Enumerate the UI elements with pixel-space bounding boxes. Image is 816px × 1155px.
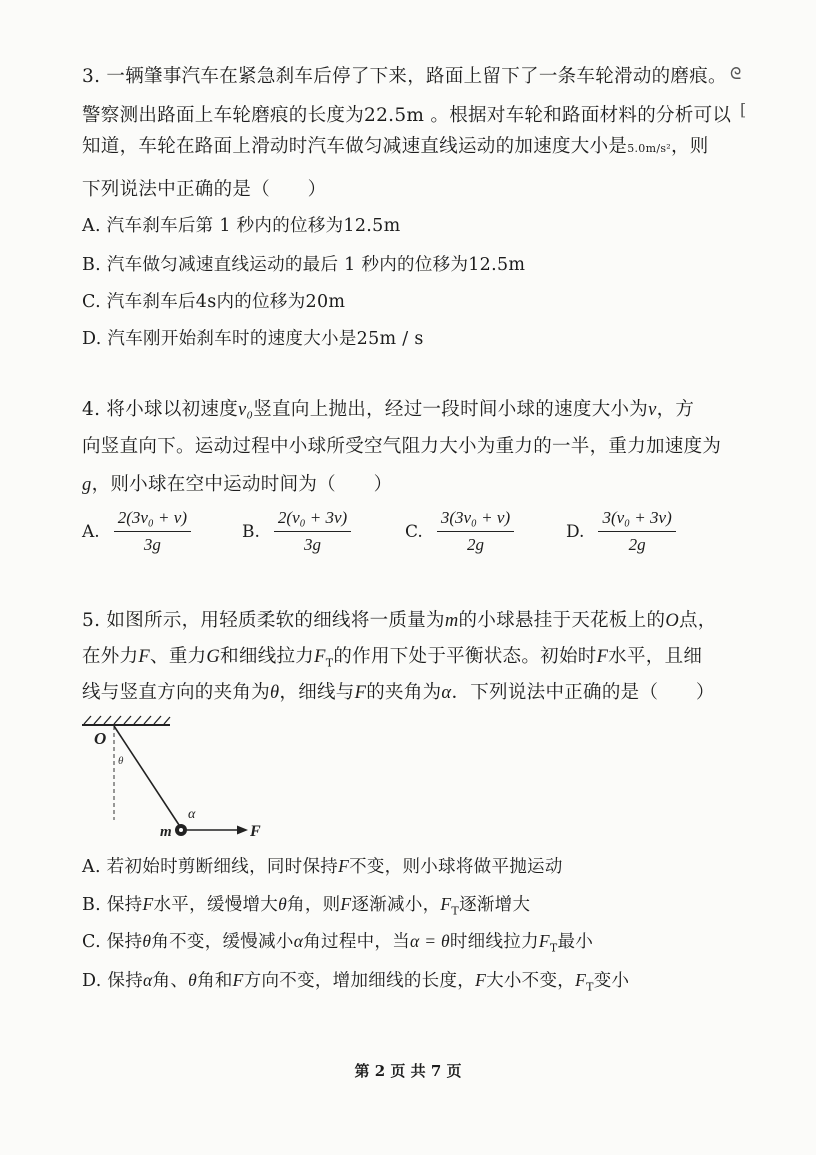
q5-var-f: F bbox=[142, 894, 154, 914]
denominator: 2g bbox=[628, 535, 646, 554]
q4-option-b bbox=[242, 508, 351, 555]
q5-var-ft: F bbox=[538, 931, 550, 951]
ball-center bbox=[179, 828, 183, 832]
q4-text: ，则小球在空中运动时间为（ ） bbox=[91, 474, 393, 495]
q5-text: 线与竖直方向的夹角为 bbox=[82, 682, 271, 703]
label-o: O bbox=[94, 729, 107, 748]
q5-option-b bbox=[82, 891, 530, 918]
margin-mark-1: ᘓ bbox=[730, 64, 742, 83]
q5-text: 方向不变，增加细线的长度， bbox=[243, 971, 476, 991]
numerator: 3(3v₀ + v) bbox=[437, 508, 514, 532]
q5-text: 最小 bbox=[557, 932, 594, 952]
q3-acceleration: 5.0m/s² bbox=[627, 142, 671, 155]
q5-text: 不变，则小球将做平抛运动 bbox=[349, 857, 563, 877]
q5-text: 的夹角为 bbox=[366, 682, 442, 703]
q5-var-f: F bbox=[338, 856, 350, 876]
q5-text: 的作用下处于平衡状态。初始时 bbox=[333, 646, 597, 667]
margin-mark-2: [ bbox=[740, 100, 747, 119]
q5-text: 逐渐增大 bbox=[459, 895, 531, 915]
q4-option-a bbox=[82, 508, 191, 555]
q5-subscript-t: T bbox=[586, 980, 594, 994]
q4-option-d bbox=[566, 508, 676, 555]
q3-option-c: C. 汽车刹车后4s内的位移为20m bbox=[82, 292, 346, 312]
numerator: 3(v₀ + 3v) bbox=[598, 508, 675, 532]
q5-var-ft: F bbox=[440, 894, 452, 914]
q5-option-c bbox=[82, 928, 593, 955]
q5-text: 5. 如图所示，用轻质柔软的细线将一质量为 bbox=[82, 610, 445, 631]
q5-var-o: O bbox=[665, 611, 679, 631]
q5-var-alpha: α bbox=[441, 683, 452, 703]
q5-text: 角不变，缓慢减小 bbox=[151, 932, 294, 952]
q4-option-a-label: A. bbox=[82, 521, 100, 542]
q4-var-v: v bbox=[648, 400, 657, 420]
q5-option-a bbox=[82, 853, 563, 878]
q3-line-3-end: ，则 bbox=[671, 136, 709, 157]
q5-line-3 bbox=[82, 678, 715, 704]
q4-line-2: 向竖直向下。运动过程中小球所受空气阻力大小为重力的一半，重力加速度为 bbox=[82, 436, 722, 457]
q5-subscript-t: T bbox=[325, 656, 334, 670]
q5-var-g: G bbox=[206, 647, 221, 667]
q5-subscript-t: T bbox=[451, 904, 460, 918]
q3-option-a: A. 汽车刹车后第 1 秒内的位移为12.5m bbox=[82, 216, 401, 236]
q4-option-d-fraction bbox=[598, 508, 675, 555]
q5-text: 水平，且细 bbox=[608, 646, 703, 667]
q5-line-2 bbox=[82, 642, 702, 670]
q4-option-a-fraction bbox=[114, 508, 191, 555]
q5-text: 在外力 bbox=[82, 646, 139, 667]
q4-option-c-label: C. bbox=[405, 521, 423, 542]
q5-var-theta: θ bbox=[188, 970, 198, 990]
q4-var-v0: v₀ bbox=[238, 400, 254, 420]
ceiling-hatching bbox=[84, 716, 170, 724]
label-theta: θ bbox=[118, 755, 124, 767]
q5-var-f: F bbox=[354, 683, 367, 703]
q5-var-f: F bbox=[340, 894, 352, 914]
q3-line-3 bbox=[82, 132, 709, 158]
q3-line-1: 3. 一辆肇事汽车在紧急刹车后停了下来，路面上留下了一条车轮滑动的磨痕。 bbox=[82, 66, 727, 87]
denominator: 3g bbox=[304, 535, 322, 554]
q3-option-b: B. 汽车做匀减速直线运动的最后 1 秒内的位移为12.5m bbox=[82, 255, 526, 275]
q4-option-b-label: B. bbox=[242, 521, 260, 542]
q5-text: ，细线与 bbox=[279, 682, 355, 703]
q5-equation: α = θ bbox=[410, 931, 450, 951]
denominator: 3g bbox=[143, 535, 161, 554]
q3-option-d: D. 汽车刚开始刹车时的速度大小是25m / s bbox=[82, 329, 424, 349]
q3-line-3-text: 知道，车轮在路面上滑动时汽车做匀减速直线运动的加速度大小是 bbox=[82, 136, 628, 157]
q5-var-ft: F bbox=[314, 647, 326, 667]
q4-text: ，方 bbox=[656, 399, 695, 420]
q5-var-f: F bbox=[232, 970, 244, 990]
q5-text: ．下列说法中正确的是（ ） bbox=[451, 682, 715, 703]
q5-text: 角，则 bbox=[287, 895, 341, 915]
q5-line-1 bbox=[82, 606, 717, 632]
q5-var-f: F bbox=[138, 647, 151, 667]
q5-text: 大小不变， bbox=[486, 971, 576, 991]
label-f: F bbox=[250, 823, 261, 840]
q5-text: B. 保持 bbox=[82, 895, 143, 915]
q5-text: 的小球悬挂于天花板上的 bbox=[458, 610, 666, 631]
q4-option-c bbox=[405, 508, 514, 555]
q5-text: 角过程中，当 bbox=[303, 932, 411, 952]
q5-var-alpha: α bbox=[143, 970, 153, 990]
page-footer: 第 2 页 共 7 页 bbox=[354, 1062, 462, 1080]
q4-var-g: g bbox=[82, 475, 92, 495]
q5-text: A. 若初始时剪断细线，同时保持 bbox=[82, 857, 339, 877]
q5-option-d bbox=[82, 967, 629, 994]
q4-option-d-label: D. bbox=[566, 521, 585, 542]
pendulum-diagram bbox=[80, 712, 280, 842]
q5-text: D. 保持 bbox=[82, 971, 144, 991]
force-arrow-head bbox=[237, 826, 248, 835]
q5-text: 、重力 bbox=[150, 646, 207, 667]
q5-text: 和细线拉力 bbox=[220, 646, 315, 667]
q5-var-theta: θ bbox=[270, 683, 280, 703]
q5-text: 点， bbox=[679, 610, 717, 631]
denominator: 2g bbox=[466, 535, 484, 554]
q5-subscript-t: T bbox=[549, 941, 558, 955]
q4-line-1 bbox=[82, 395, 694, 421]
label-alpha: α bbox=[188, 807, 196, 822]
q5-var-f: F bbox=[596, 647, 609, 667]
q5-text: 角和 bbox=[197, 971, 233, 991]
numerator: 2(v₀ + 3v) bbox=[274, 508, 351, 532]
q5-var-f: F bbox=[475, 970, 487, 990]
q5-text: 时细线拉力 bbox=[449, 932, 539, 952]
q5-var-theta: θ bbox=[278, 894, 288, 914]
string-line bbox=[114, 726, 181, 828]
q4-line-3 bbox=[82, 470, 392, 496]
q5-text: 角、 bbox=[152, 971, 189, 991]
q4-text: 竖直向上抛出，经过一段时间小球的速度大小为 bbox=[253, 399, 649, 420]
q5-text: C. 保持 bbox=[82, 932, 143, 952]
q5-var-ft: F bbox=[575, 970, 587, 990]
q5-var-theta: θ bbox=[142, 931, 152, 951]
q4-option-c-fraction bbox=[437, 508, 514, 555]
q3-line-2: 警察测出路面上车轮磨痕的长度为22.5m 。根据对车轮和路面材料的分析可以 bbox=[82, 105, 732, 126]
q5-text: 变小 bbox=[593, 971, 630, 991]
q5-var-alpha: α bbox=[293, 931, 304, 951]
q5-text: 逐渐减小， bbox=[351, 895, 441, 915]
numerator: 2(3v₀ + v) bbox=[114, 508, 191, 532]
q5-var-m: m bbox=[444, 611, 459, 631]
q4-text: 4. 将小球以初速度 bbox=[82, 399, 239, 420]
q4-option-b-fraction bbox=[274, 508, 351, 555]
q3-line-4: 下列说法中正确的是（ ） bbox=[82, 179, 327, 200]
label-m: m bbox=[160, 824, 172, 840]
q5-text: 水平，缓慢增大 bbox=[153, 895, 279, 915]
